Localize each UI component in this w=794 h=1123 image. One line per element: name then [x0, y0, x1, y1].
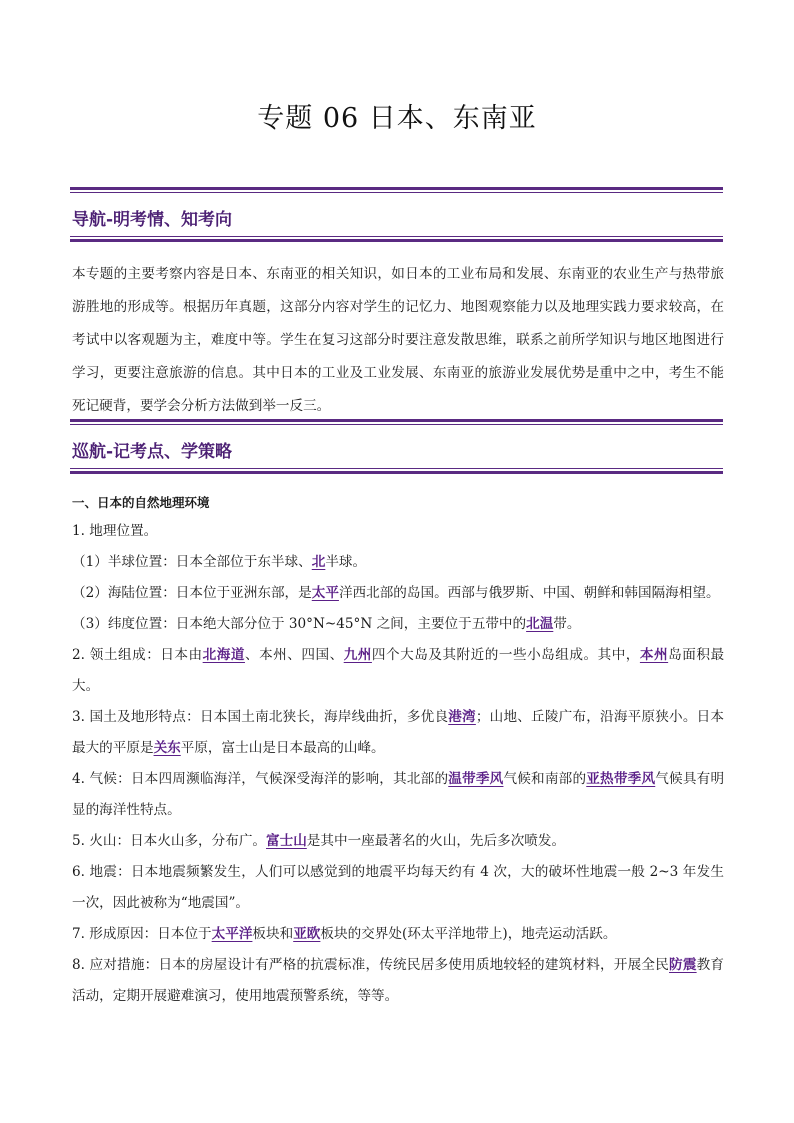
answer-highlight: 温带季风: [448, 771, 504, 787]
answer-highlight: 本州: [639, 647, 669, 663]
paragraph: （2）海陆位置：日本位于亚洲东部，是太平洋西北部的岛国。西部与俄罗斯、中国、朝鲜和韩国隔海相望。: [72, 585, 720, 601]
paragraph: 2. 领土组成：日本由北海道、本州、四国、九州四个大岛及其附近的一些小岛组成。其中，本州岛面积最大。: [72, 647, 725, 694]
paragraph: （1）半球位置：日本全部位于东半球、北半球。: [72, 554, 367, 570]
answer-highlight: 亚欧: [293, 926, 321, 942]
answer-highlight: 亚热带季风: [586, 771, 656, 787]
subsection-heading: 一、日本的自然地理环境: [72, 495, 210, 510]
section2-heading: 巡航-记考点、学策略: [72, 442, 233, 462]
paragraph: 6. 地震：日本地震频繁发生，人们可以感觉到的地震平均每天约有 4 次，大的破坏性地震一般 2~3 年发生一次，因此被称为“地震国”。: [72, 864, 724, 911]
answer-highlight: 富士山: [266, 833, 307, 849]
paragraph: 7. 形成原因：日本位于太平洋板块和亚欧板块的交界处(环太平洋地带上)，地壳运动活跃。: [72, 926, 617, 942]
answer-highlight: 防震: [669, 957, 697, 973]
section2-top-rule: [70, 419, 723, 425]
answer-highlight: 北温: [526, 616, 554, 632]
answer-highlight: 关东: [153, 740, 181, 756]
intro-paragraph: 本专题的主要考察内容是日本、东南亚的相关知识，如日本的工业布局和发展、东南亚的农业生产与热带旅游胜地的形成等。根据历年真题，这部分内容对学生的记忆力、地图观察能力以及地理实践力要求较高，在考试中以客观题为主，难度中等。学生在复习这部分时要注意发散思维，联系之前所学知识与地区地图进行学习，更要注意旅游的信息。其中日本的工业及工业发展、东南亚的旅游业发展优势是重中之中，考生不能死记硬背，要学会分析方法做到举一反三。: [72, 266, 724, 414]
paragraph: 8. 应对措施：日本的房屋设计有严格的抗震标准，传统民居多使用质地较轻的建筑材料，开展全民防震教育活动，定期开展避难演习，使用地震预警系统，等等。: [72, 957, 725, 1004]
answer-highlight: 九州: [343, 647, 372, 663]
answer-highlight: 北海道: [202, 647, 245, 663]
page-title: 专题 06 日本、东南亚: [257, 103, 537, 134]
paragraph: 3. 国土及地形特点：日本国土南北狭长，海岸线曲折，多优良港湾；山地、丘陵广布，沿海平原狭小。日本最大的平原是关东平原，富士山是日本最高的山峰。: [72, 709, 725, 756]
content-body: [72, 490, 724, 1012]
paragraph: 4. 气候：日本四周濒临海洋，气候深受海洋的影响，其北部的温带季风气候和南部的亚热带季风气候具有明显的海洋性特点。: [72, 771, 725, 818]
answer-highlight: 港湾: [448, 709, 476, 725]
answer-highlight: 太平: [311, 585, 339, 601]
section2-bottom-rule: [70, 468, 723, 474]
answer-highlight: 北: [311, 554, 326, 570]
paragraph: 1. 地理位置。: [72, 523, 158, 539]
answer-highlight: 太平洋: [211, 926, 253, 942]
section1-bottom-rule: [70, 236, 723, 242]
paragraph: （3）纬度位置：日本绝大部分位于 30°N~45°N 之间，主要位于五带中的北温带。: [72, 616, 581, 632]
paragraph: 5. 火山：日本火山多，分布广。富士山是其中一座最著名的火山，先后多次喷发。: [72, 833, 566, 849]
section1-heading: 导航-明考情、知考向: [72, 210, 233, 230]
section1-top-rule: [70, 187, 723, 193]
